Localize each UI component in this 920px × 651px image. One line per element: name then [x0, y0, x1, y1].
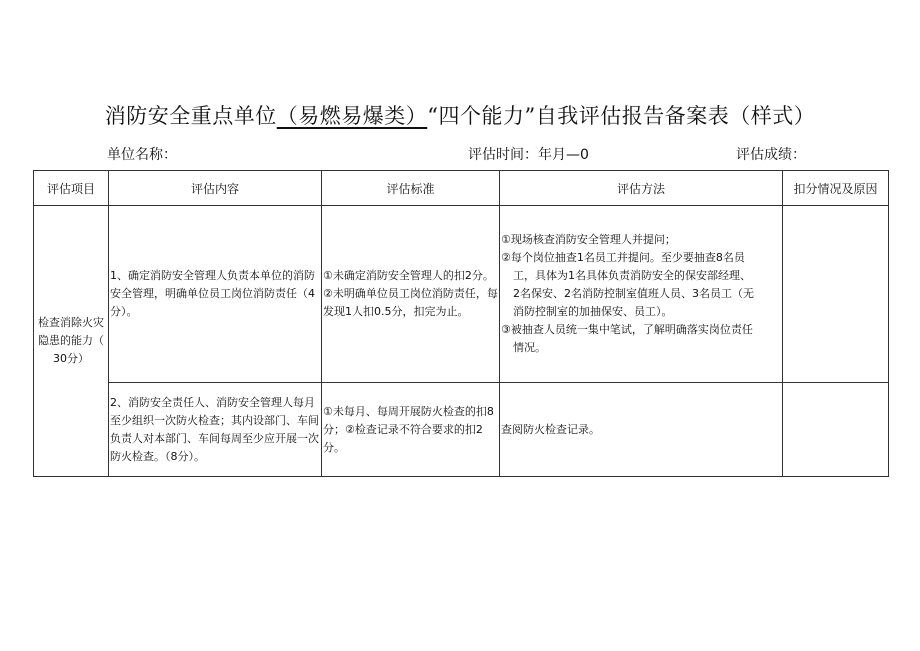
table-row: [34, 206, 889, 383]
header-deduction: 扣分情况及原因: [783, 171, 889, 206]
table-row: [34, 383, 889, 477]
content-cell: 2、消防安全责任人、消防安全管理人每月至少组织一次防火检查；其内设部门、车间负责人对本部门、车间每周至少应开展一次防火检查。（8分）。: [109, 383, 322, 477]
evaluation-item-cell: [34, 206, 109, 477]
header-item: 评估项目: [34, 171, 109, 206]
deduction-cell: [783, 383, 889, 477]
table-header-row: [34, 171, 889, 206]
header-method: 评估方法: [500, 171, 783, 206]
deduction-cell: [783, 206, 889, 383]
method-line: 查阅防火检查记录。: [501, 422, 600, 436]
title-prefix: 消防安全重点单位: [104, 104, 277, 128]
evaluation-table: [33, 170, 889, 477]
title-suffix: “四个能力”自我评估报告备案表（样式）: [427, 104, 816, 128]
item-line: 隐患的能力（: [38, 334, 104, 347]
method-line: 情况。: [513, 341, 546, 354]
header-content: 评估内容: [109, 171, 322, 206]
method-line: 2名保安、2名消防控制室值班人员、3名员工（无: [513, 287, 754, 300]
method-cell: [500, 383, 783, 477]
content-cell: 1、确定消防安全管理人负责本单位的消防安全管理，明确单位员工岗位消防责任（4分）。: [109, 206, 322, 383]
method-line: ①现场核查消防安全管理人并提问；: [501, 233, 676, 246]
evaluation-time-label: 评估时间：年月—0: [468, 147, 589, 163]
method-line: ②每个岗位抽查1名员工并提问。至少要抽查8名员: [501, 251, 745, 264]
title-category: （易燃易爆类）: [276, 104, 428, 128]
page-title: [0, 100, 920, 130]
standard-cell: ①未每月、每周开展防火检查的扣8分；②检查记录不符合要求的扣2分。: [322, 383, 500, 477]
item-line: 30分）: [53, 352, 89, 365]
unit-name-label: 单位名称：: [107, 147, 177, 163]
standard-cell: ①未确定消防安全管理人的扣2分。②未明确单位员工岗位消防责任，每发现1人扣0.5分，扣完为止。: [322, 206, 500, 383]
method-line: 消防控制室的加抽保安、员工）。: [513, 305, 673, 318]
method-cell: [500, 206, 783, 383]
evaluation-score-label: 评估成绩：: [736, 147, 806, 163]
header-standard: 评估标准: [322, 171, 500, 206]
method-line: 工，具体为1名具体负责消防安全的保安部经理、: [513, 269, 751, 282]
item-line: 检查消除火灾: [38, 316, 104, 329]
method-line: ③被抽查人员统一集中笔试，了解明确落实岗位责任: [501, 323, 753, 336]
